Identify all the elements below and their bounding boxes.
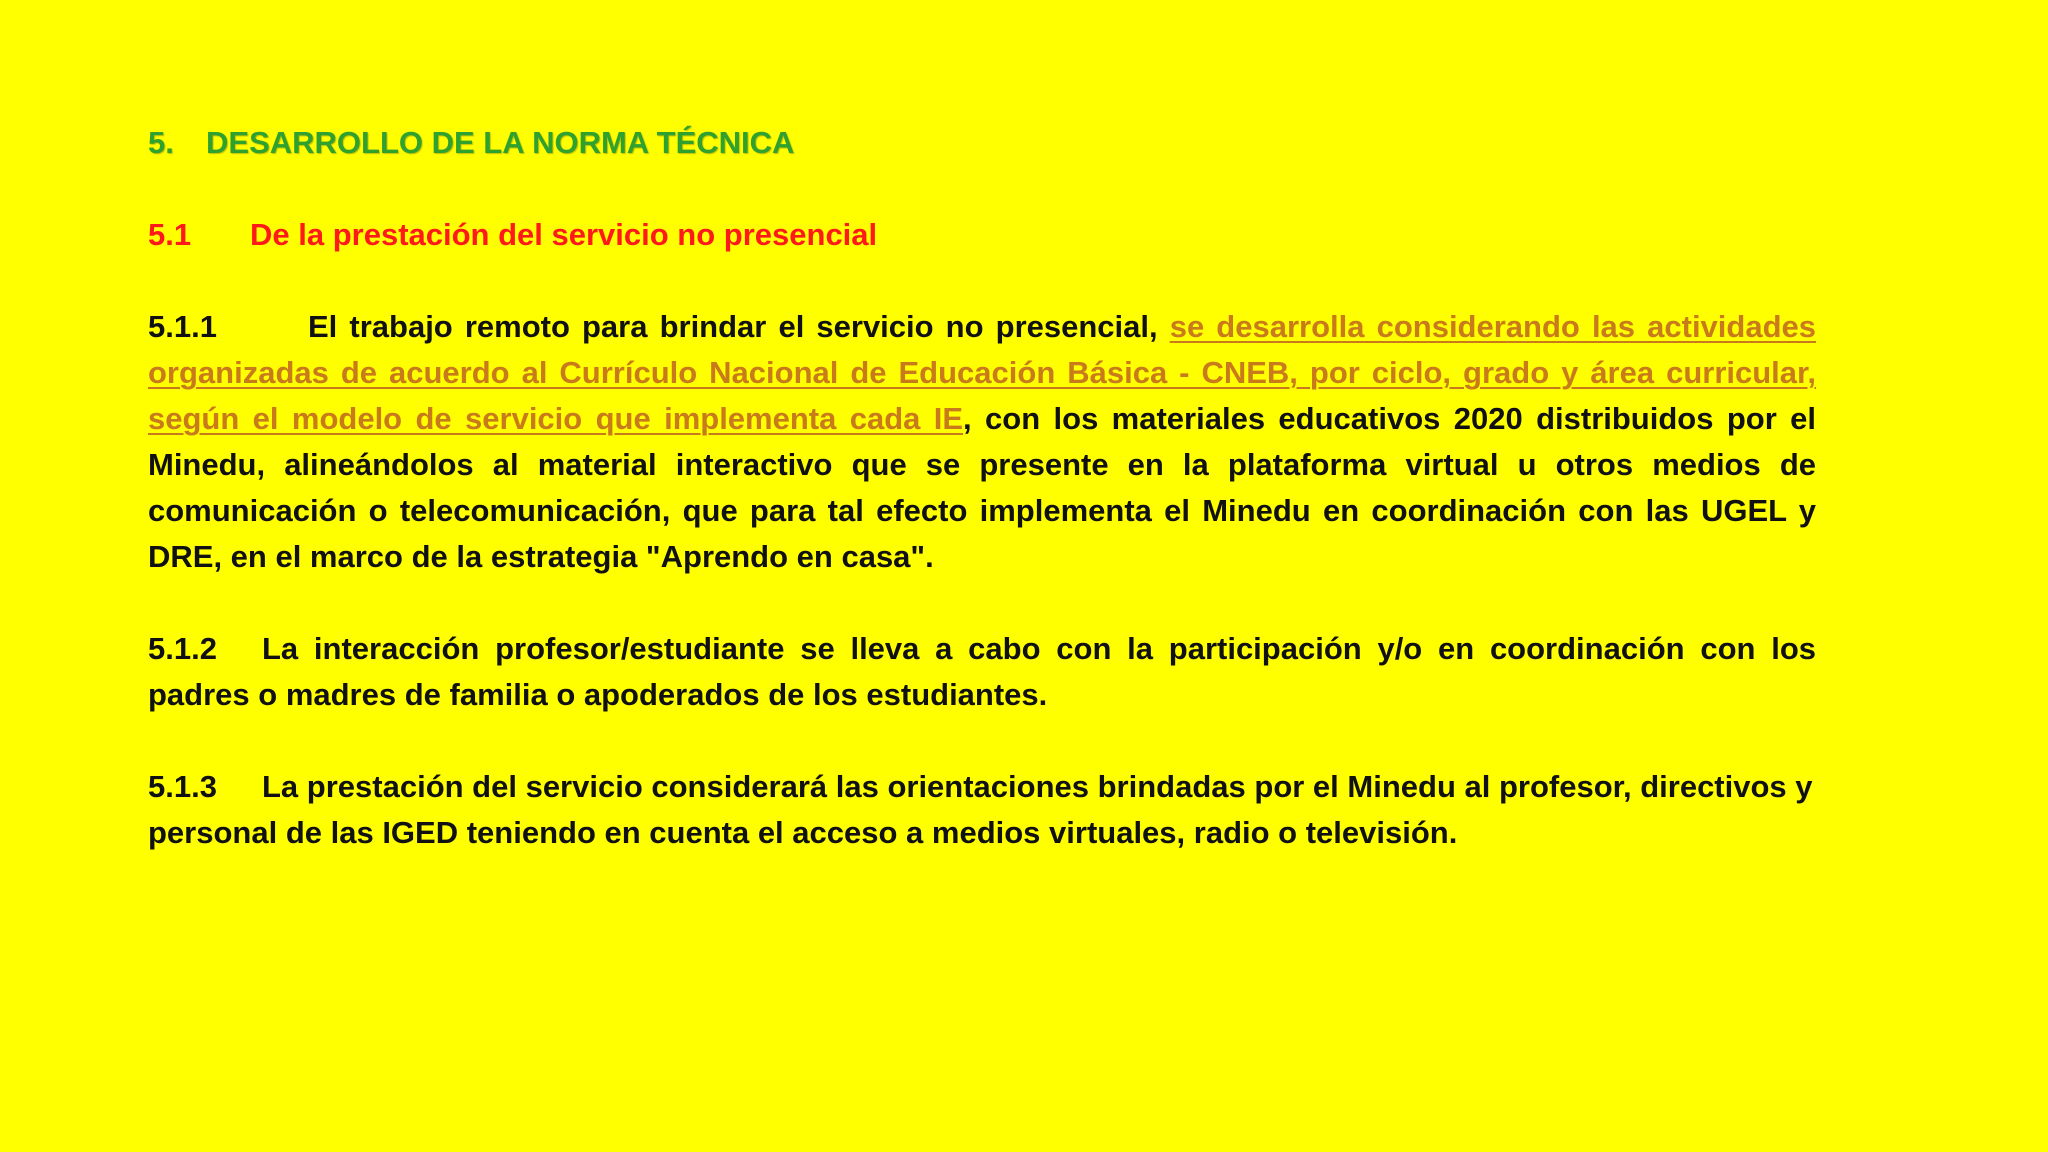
paragraph-number: 5.1.2 bbox=[148, 631, 217, 666]
highlighted-text: se desarrolla considerando las actividades organizadas de acuerdo al Currículo Nacional de Educación Básica - CNEB, por ciclo, grado y área curricular, según el modelo de servicio que implementa cada IE bbox=[148, 309, 1816, 436]
slide-content bbox=[148, 120, 1816, 902]
section-title: DESARROLLO DE LA NORMA TÉCNICA bbox=[206, 125, 795, 160]
section-heading bbox=[148, 120, 1816, 166]
paragraph-5-1-2 bbox=[148, 626, 1816, 718]
paragraph-5-1-3 bbox=[148, 764, 1816, 856]
paragraph-number: 5.1.1 bbox=[148, 309, 217, 344]
subsection-number: 5.1 bbox=[148, 217, 192, 252]
paragraph-text-before: El trabajo remoto para brindar el servicio no presencial, bbox=[308, 309, 1170, 344]
paragraph-text-after: , con los materiales educativos 2020 distribuidos por el Minedu, alineándolos al material interactivo que se presente en la plataforma virtual u otros medios de comunicación o telecomunicación, que para tal efecto implementa el Minedu en coordinación con las UGEL y DRE, en el marco de la estrategia "Aprendo en casa". bbox=[148, 401, 1817, 574]
subsection-heading bbox=[148, 212, 1816, 258]
paragraph-text: La prestación del servicio considerará las orientaciones brindadas por el Minedu al profesor, directivos y personal de las IGED teniendo en cuenta el acceso a medios virtuales, radio o televisión. bbox=[148, 769, 1813, 850]
paragraph-number: 5.1.3 bbox=[148, 769, 217, 804]
subsection-title: De la prestación del servicio no presencial bbox=[250, 217, 878, 252]
paragraph-5-1-1 bbox=[148, 304, 1816, 580]
section-number: 5. bbox=[148, 125, 174, 160]
paragraph-text: La interacción profesor/estudiante se lleva a cabo con la participación y/o en coordinación con los padres o madres de familia o apoderados de los estudiantes. bbox=[148, 631, 1816, 712]
